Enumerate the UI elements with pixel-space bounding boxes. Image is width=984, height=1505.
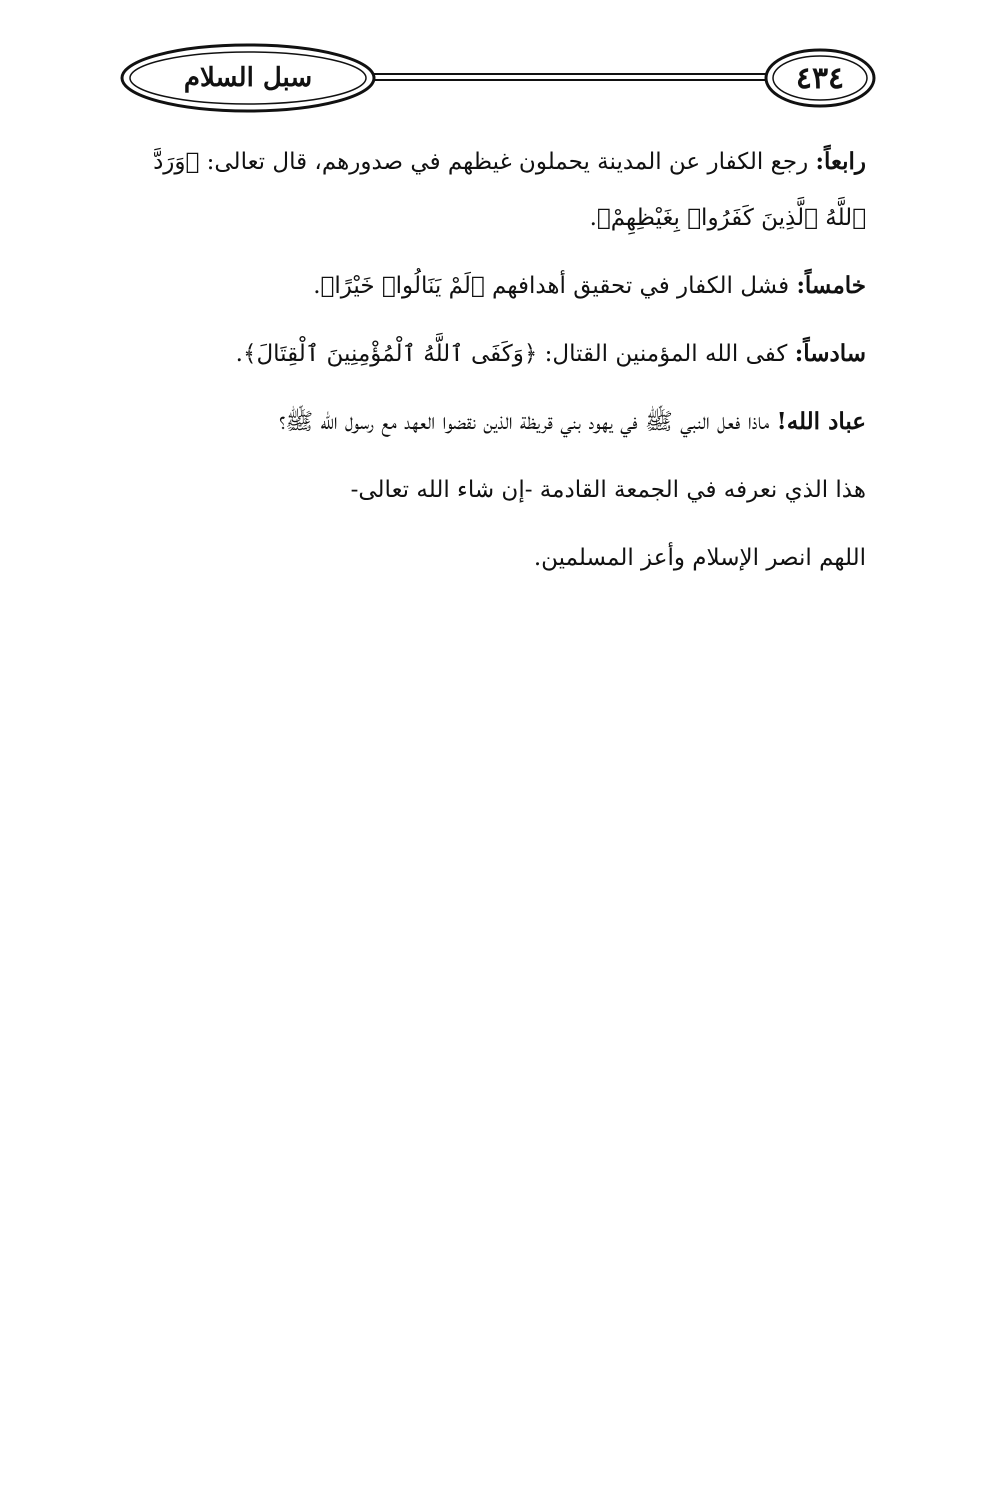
- page-header: [108, 40, 878, 120]
- quran-verse: ﴿وَرَدَّ ٱللَّهُ ٱلَّذِينَ كَفَرُوا۟ بِغَيْظِهِمْ﴾: [153, 149, 866, 231]
- paragraph-tail: .: [313, 273, 321, 299]
- paragraph-tail: .: [235, 341, 243, 367]
- paragraph-fourth: [112, 134, 866, 246]
- paragraph-sixth: [112, 326, 866, 382]
- quran-verse: ﴿وَكَفَى ٱللَّهُ ٱلْمُؤْمِنِينَ ٱلْقِتَالَ﴾: [242, 341, 538, 367]
- paragraph-text: هذا الذي نعرفه في الجمعة القادمة -إن شاء الله تعالى-: [350, 477, 866, 503]
- paragraph-text: فشل الكفار في تحقيق أهدافهم: [484, 273, 797, 299]
- paragraph-text: اللهم انصر الإسلام وأعز المسلمين.: [533, 545, 866, 571]
- book-title: سبل السلام: [183, 63, 313, 93]
- paragraph-fifth: [112, 258, 866, 314]
- paragraph-closing-note: [112, 462, 866, 518]
- quran-verse: ﴿لَمْ يَنَالُوا۟ خَيْرًا﴾: [320, 273, 485, 299]
- paragraph-text: كفى الله المؤمنين القتال:: [537, 341, 795, 367]
- paragraph-lead: عباد الله!: [776, 408, 866, 435]
- paragraph-text: رجع الكفار عن المدينة يحملون غيظهم في صدورهم، قال تعالى:: [199, 149, 816, 175]
- paragraph-text: ماذا فعل النبي ﷺ في يهود بني قريظة الذين نقضوا العهد مع رسول الله ﷺ؟: [278, 409, 777, 435]
- page-body: [112, 134, 866, 598]
- paragraph-lead: خامساً:: [796, 272, 866, 299]
- paragraph-lead: رابعاً:: [815, 148, 866, 175]
- page-number: ٤٣٤: [795, 60, 845, 96]
- paragraph-question: [112, 394, 866, 450]
- paragraph-supplication: [112, 530, 866, 586]
- paragraph-tail: .: [589, 205, 597, 231]
- paragraph-lead: سادساً:: [794, 340, 866, 367]
